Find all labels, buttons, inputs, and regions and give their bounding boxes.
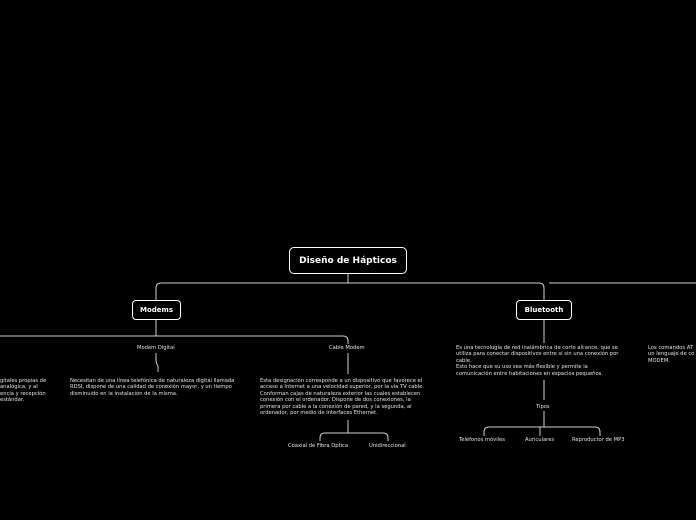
bluetooth-description[interactable]: Es una tecnología de red inalámbrica de corto alcance, que se utiliza para conectar dispositivos entre sí sin una conexión por cable. Esto hace que su uso sea más flexible y permite la comunicación entre habitaciones en espacios pequeños. — [456, 345, 619, 377]
reproductor-mp3-topic[interactable]: Reproductor de MP3 — [572, 437, 625, 443]
cable-modem-description[interactable]: Esta designación corresponde a un dispositivo que favorece el acceso a Internet a una velocidad superior, por la vía TV cable. Conforman cajas de naturaleza exterior las cuales establecen conexión con el ordenador. Dispone de dos conexiones, la primera por cable a la conexión de pared, y la segunda, al ordenador, por medio de interfaces Ethernet. — [260, 378, 424, 417]
modems-left-partial-text[interactable]: gitales propias de analógica, y al encia y recepción estándar. — [0, 378, 47, 404]
link-modem-digital-down — [156, 353, 158, 372]
link-modems-bus — [0, 336, 348, 344]
tipos-topic[interactable]: Tipos — [536, 404, 550, 410]
unidireccional-topic[interactable]: Unidireccional — [369, 443, 406, 449]
link-tipos-children — [484, 411, 600, 436]
link-root-bus — [156, 283, 544, 301]
root-node[interactable] — [289, 247, 407, 274]
telefonos-moviles-topic[interactable]: Teléfonos móviles — [459, 437, 505, 443]
cable-modem-topic[interactable]: Cable Modem — [329, 345, 365, 351]
modem-digital-topic[interactable]: Modem Digital — [137, 345, 175, 351]
link-cable-children — [320, 420, 388, 441]
modems-label: Modems — [140, 306, 173, 314]
bluetooth-node[interactable] — [516, 300, 572, 320]
at-commands-partial-text[interactable]: Los comandos AT un lenguaje de co MODEM. — [648, 345, 695, 364]
modems-node[interactable] — [132, 300, 181, 320]
auriculares-topic[interactable]: Auriculares — [525, 437, 555, 443]
bluetooth-label: Bluetooth — [524, 306, 564, 314]
coaxial-fibra-optica-topic[interactable]: Coaxial de Fibra Optica — [288, 443, 349, 449]
modem-digital-description[interactable]: Necesitan de una línea telefónica de naturaleza digital llamada RDSI, dispone de una calidad de conexión mayor, y un tiempo disminuido en la instalación de la misma. — [70, 378, 235, 397]
root-label: Diseño de Hápticos — [299, 255, 397, 266]
